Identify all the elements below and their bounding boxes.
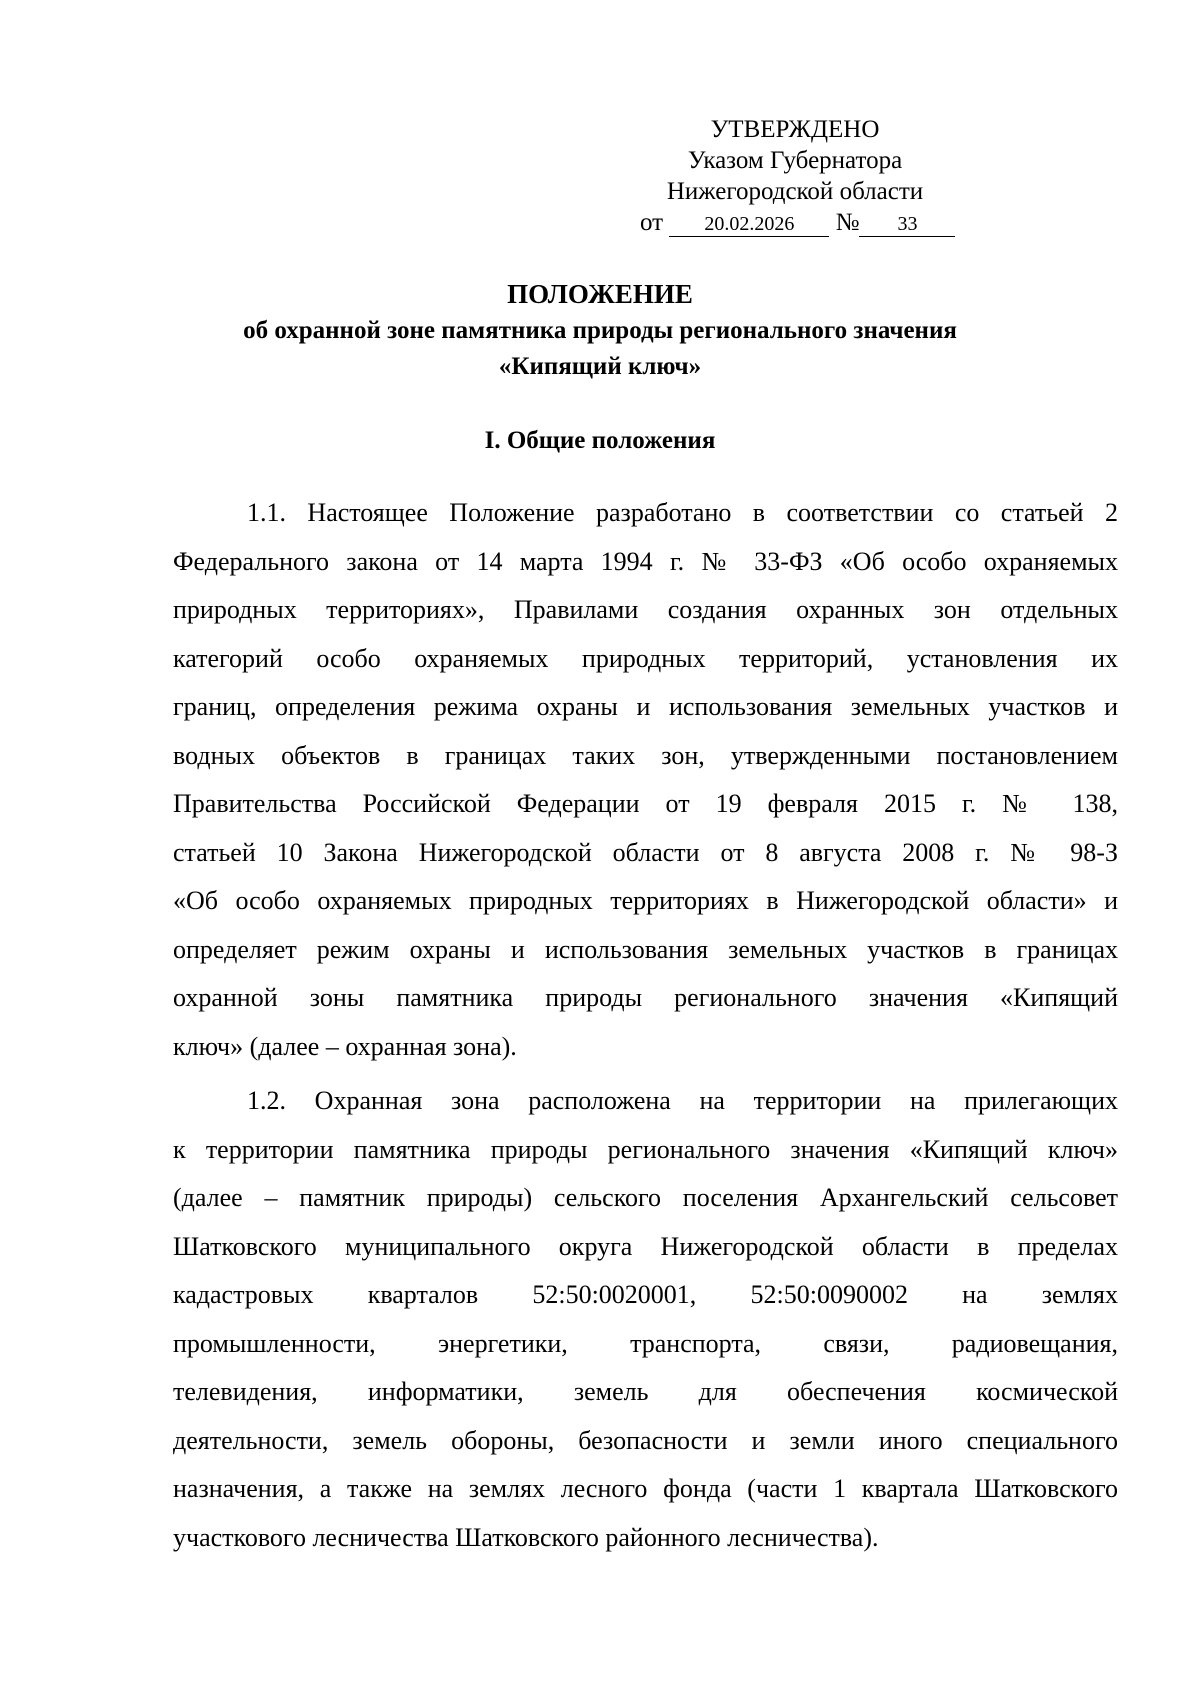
approval-region: Нижегородской области — [666, 178, 924, 205]
approval-date-line — [640, 207, 950, 238]
paragraph-line: категорий особо охраняемых природных территорий, установления их — [173, 643, 1118, 673]
paragraph-line: охранной зоны памятника природы регионального значения «Кипящий — [173, 983, 1118, 1012]
document-subtitle-name: «Кипящий ключ» — [498, 353, 702, 380]
date-prefix: от — [640, 209, 664, 236]
paragraph-line: «Об особо охраняемых природных территориях в Нижегородской области» и — [173, 886, 1118, 915]
paragraph-line: границ, определения режима охраны и использования земельных участков и — [173, 692, 1118, 721]
paragraph-line: Шатковского муниципального округа Нижегородской области в пределах — [173, 1231, 1118, 1261]
paragraph-line: ключ» (далее – охранная зона). — [173, 1031, 517, 1061]
paragraph-line: определяет режим охраны и использования земельных участков в границах — [173, 934, 1118, 964]
paragraph-line: телевидения, информатики, земель для обеспечения космической — [173, 1377, 1118, 1406]
paragraph-line: участкового лесничества Шатковского районного лесничества). — [173, 1522, 879, 1552]
approval-status: УТВЕРЖДЕНО — [710, 116, 880, 143]
approval-issuer: Указом Губернатора — [687, 147, 903, 174]
paragraph-line: назначения, а также на землях лесного фонда (части 1 квартала Шатковского — [173, 1474, 1118, 1503]
paragraph-line: 1.2. Охранная зона расположена на территории на прилегающих — [247, 1086, 1118, 1115]
approval-date: 20.02.2026 — [669, 212, 829, 237]
approval-number: 33 — [859, 212, 955, 237]
paragraph-line: промышленности, энергетики, транспорта, связи, радиовещания, — [173, 1328, 1118, 1358]
paragraph-line: 1.1. Настоящее Положение разработано в соответствии со статьей 2 — [247, 498, 1118, 527]
section-heading: I. Общие положения — [484, 427, 716, 454]
number-sign: № — [835, 209, 860, 236]
paragraph-1-2 — [173, 1077, 1118, 1562]
paragraph-line: природных территориях», Правилами создания охранных зон отдельных — [173, 595, 1118, 624]
paragraph-line: к территории памятника природы регионального значения «Кипящий ключ» — [173, 1134, 1118, 1164]
approval-block — [640, 114, 950, 238]
paragraph-line: (далее – памятник природы) сельского поселения Архангельский сельсовет — [173, 1183, 1118, 1212]
paragraph-line: Федерального закона от 14 марта 1994 г. № 33-ФЗ «Об особо охраняемых — [173, 546, 1118, 576]
paragraph-line: водных объектов в границах таких зон, утвержденными постановлением — [173, 740, 1118, 770]
document-title: ПОЛОЖЕНИЕ — [507, 279, 693, 309]
paragraph-line: Правительства Российской Федерации от 19 февраля 2015 г. № 138, — [173, 789, 1118, 818]
paragraph-line: кадастровых кварталов 52:50:0020001, 52:50:0090002 на землях — [173, 1280, 1118, 1309]
paragraph-line: деятельности, земель обороны, безопасности и земли иного специального — [173, 1425, 1118, 1455]
document-subtitle: об охранной зоне памятника природы регионального значения — [243, 317, 957, 344]
paragraph-1-1 — [173, 489, 1118, 1071]
paragraph-line: статьей 10 Закона Нижегородской области от 8 августа 2008 г. № 98-З — [173, 837, 1118, 867]
